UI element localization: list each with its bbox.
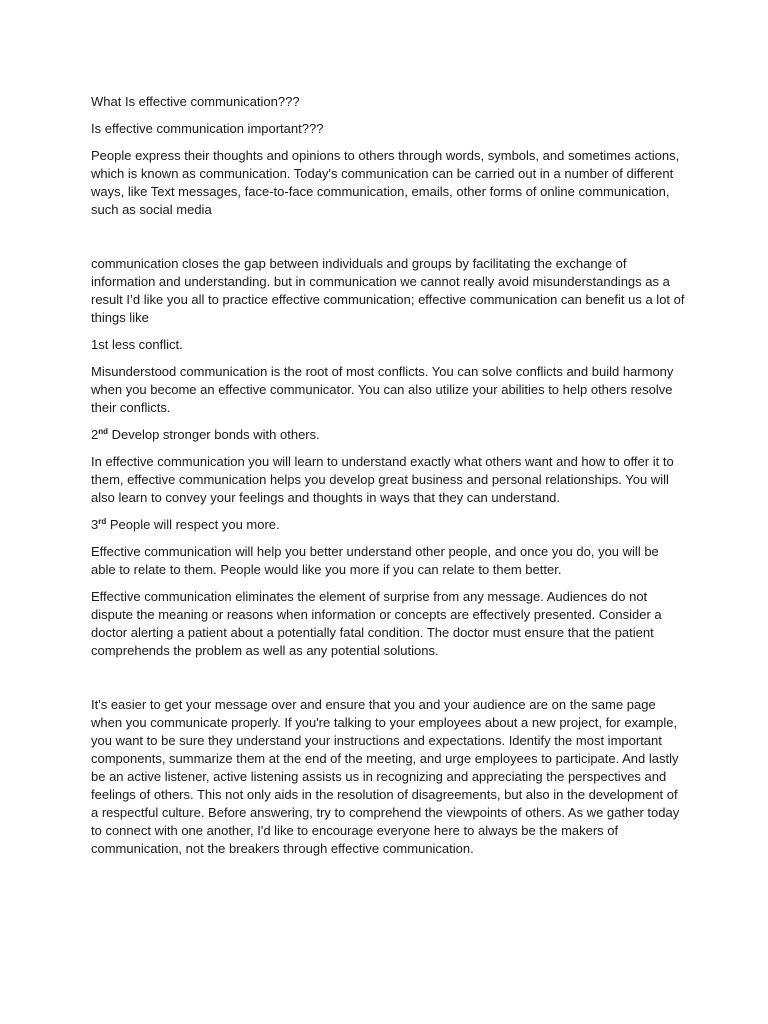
- point-2-heading: [91, 426, 685, 444]
- point-3-paragraph: Effective communication will help you better understand other people, and once you do, you will be able to relate to them. People would like you more if you can relate to them better.: [91, 544, 659, 577]
- point-2-number: 2: [91, 427, 99, 442]
- point-2-ordinal-suffix: nd: [98, 427, 109, 436]
- benefits-intro-paragraph: communication closes the gap between individuals and groups by facilitating the exchange of information and understanding. but in communication we cannot really avoid misunderstandings as a result I’d like you all to practice effective communication; effective communication can benefit us a lot of things like: [91, 256, 685, 325]
- point-3-heading: [91, 516, 685, 534]
- paragraph-spacer: [91, 669, 685, 696]
- point-2-paragraph: In effective communication you will learn to understand exactly what others want and how to offer it to them, effective communication helps you develop great business and personal relationships. You will also learn to convey your feelings and thoughts in ways that they can understand.: [91, 454, 674, 505]
- paragraph-spacer: [91, 228, 685, 255]
- intro-paragraph: People express their thoughts and opinions to others through words, symbols, and sometimes actions, which is known as communication. Today's communication can be carried out in a number of different ways, like Text messages, face-to-face communication, emails, other forms of online communication, such as social media: [91, 148, 680, 217]
- question-heading-2: Is effective communication important???: [91, 121, 324, 136]
- point-2-title: Develop stronger bonds with others.: [108, 427, 320, 442]
- surprise-paragraph: Effective communication eliminates the element of surprise from any message. Audiences do not dispute the meaning or reasons when information or concepts are effectively presented. Consider a doctor alerting a patient about a potentially fatal condition. The doctor must ensure that the patient comprehends the problem as well as any potential solutions.: [91, 589, 662, 658]
- closing-paragraph: It's easier to get your message over and ensure that you and your audience are on the same page when you communicate properly. If you're talking to your employees about a new project, for example, you want to be sure they understand your instructions and expectations. Identify the most important components, summarize them at the end of the meeting, and urge employees to participate. And lastly be an active listener, active listening assists us in recognizing and appreciating the perspectives and feelings of others. This not only aids in the resolution of disagreements, but also in the development of a respectful culture. Before answering, try to comprehend the viewpoints of others. As we gather today to connect with one another, I'd like to encourage everyone here to always be the makers of communication, not the breakers through effective communication.: [91, 697, 680, 856]
- point-3-number: 3: [91, 517, 99, 532]
- document-body: [91, 93, 685, 867]
- point-3-ordinal-suffix: rd: [98, 517, 107, 526]
- point-3-title: People will respect you more.: [106, 517, 280, 532]
- point-1-paragraph: Misunderstood communication is the root of most conflicts. You can solve conflicts and build harmony when you become an effective communicator. You can also utilize your abilities to help others resolve their conflicts.: [91, 364, 674, 415]
- point-1-heading: 1st less conflict.: [91, 337, 183, 352]
- question-heading-1: What Is effective communication???: [91, 94, 300, 109]
